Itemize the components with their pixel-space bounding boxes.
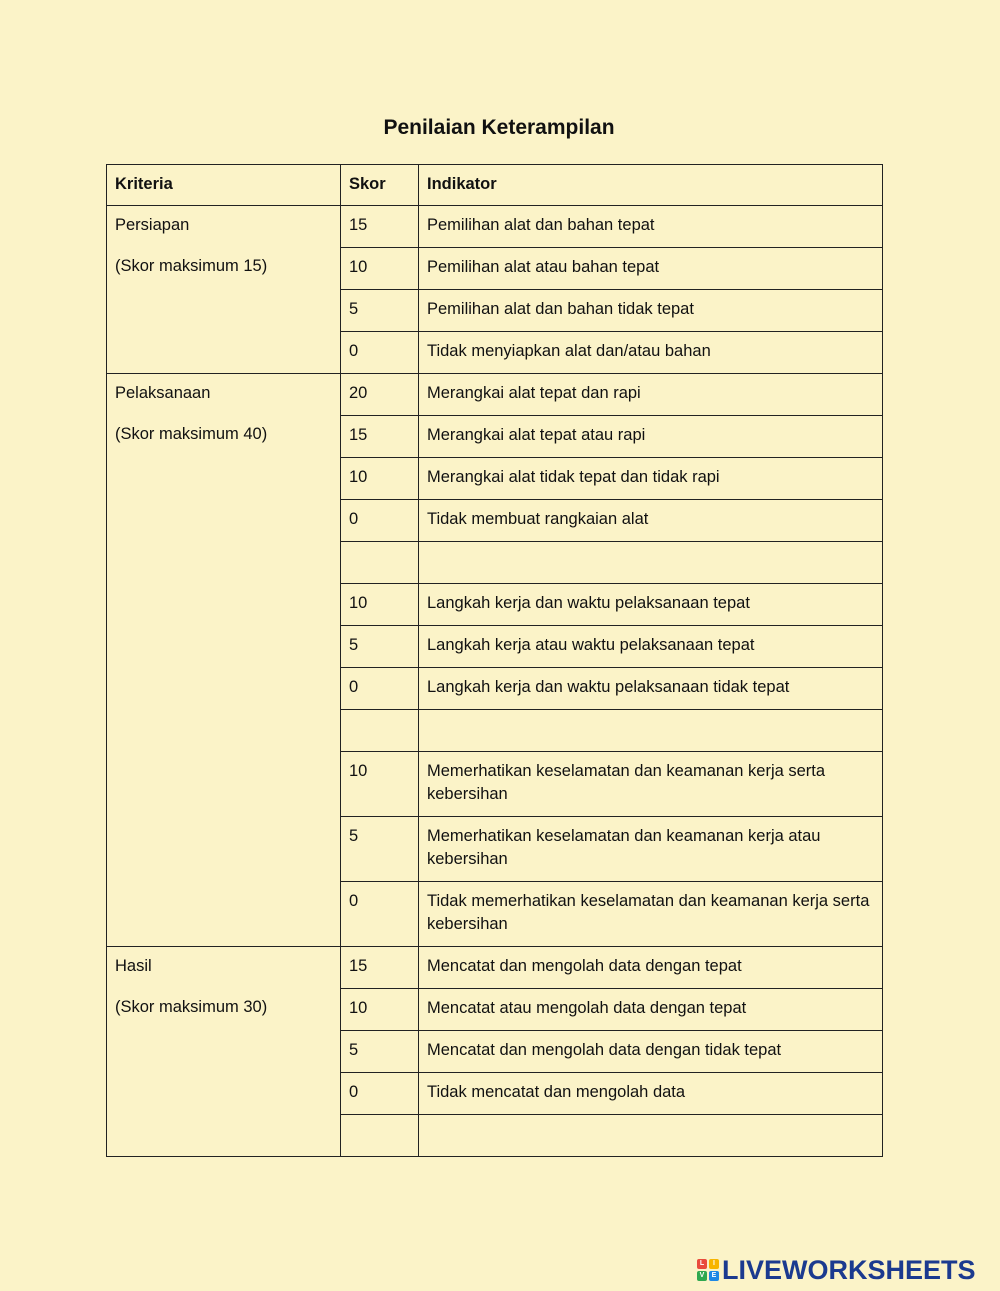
indicator-cell: Memerhatikan keselamatan dan keamanan kerja atau kebersihan (419, 817, 883, 882)
indicator-cell: Mencatat dan mengolah data dengan tepat (419, 947, 883, 989)
indicator-cell (419, 542, 883, 584)
logo-letter: E (709, 1271, 719, 1281)
indicator-cell: Memerhatikan keselamatan dan keamanan kerja serta kebersihan (419, 752, 883, 817)
score-cell: 15 (341, 206, 419, 248)
score-cell: 0 (341, 332, 419, 374)
score-cell: 10 (341, 584, 419, 626)
criteria-cell-pelaksanaan (107, 374, 341, 947)
score-cell: 5 (341, 626, 419, 668)
logo-letter: V (697, 1271, 707, 1281)
score-cell: 10 (341, 989, 419, 1031)
criteria-name: Hasil (115, 957, 152, 975)
logo-blocks-icon (697, 1259, 719, 1281)
score-cell: 0 (341, 500, 419, 542)
score-cell: 5 (341, 817, 419, 882)
indicator-cell: Tidak menyiapkan alat dan/atau bahan (419, 332, 883, 374)
score-cell: 5 (341, 1031, 419, 1073)
page-title: Penilaian Keterampilan (383, 116, 615, 139)
criteria-cell-persiapan (107, 206, 341, 374)
score-cell: 15 (341, 947, 419, 989)
indicator-cell: Tidak membuat rangkaian alat (419, 500, 883, 542)
header-skor: Skor (341, 165, 419, 206)
indicator-cell (419, 1115, 883, 1157)
indicator-cell: Pemilihan alat dan bahan tepat (419, 206, 883, 248)
table-row (107, 947, 883, 989)
indicator-cell: Pemilihan alat atau bahan tepat (419, 248, 883, 290)
logo-text: LIVEWORKSHEETS (722, 1254, 976, 1285)
indicator-cell: Langkah kerja dan waktu pelaksanaan tidak tepat (419, 668, 883, 710)
criteria-name: Pelaksanaan (115, 384, 211, 402)
score-cell: 10 (341, 458, 419, 500)
indicator-cell: Tidak memerhatikan keselamatan dan keamanan kerja serta kebersihan (419, 882, 883, 947)
score-cell (341, 710, 419, 752)
score-cell: 10 (341, 752, 419, 817)
liveworksheets-logo[interactable] (697, 1256, 976, 1284)
header-kriteria: Kriteria (107, 165, 341, 206)
indicator-cell: Mencatat atau mengolah data dengan tepat (419, 989, 883, 1031)
indicator-cell: Merangkai alat tidak tepat dan tidak rapi (419, 458, 883, 500)
table-row (107, 374, 883, 416)
header-indikator: Indikator (419, 165, 883, 206)
indicator-cell: Tidak mencatat dan mengolah data (419, 1073, 883, 1115)
indicator-cell: Langkah kerja dan waktu pelaksanaan tepat (419, 584, 883, 626)
indicator-cell: Merangkai alat tepat atau rapi (419, 416, 883, 458)
criteria-cell-hasil (107, 947, 341, 1157)
criteria-max-score: (Skor maksimum 40) (115, 425, 268, 443)
indicator-cell: Mencatat dan mengolah data dengan tidak tepat (419, 1031, 883, 1073)
criteria-name: Persiapan (115, 216, 190, 234)
indicator-cell: Merangkai alat tepat dan rapi (419, 374, 883, 416)
indicator-cell: Pemilihan alat dan bahan tidak tepat (419, 290, 883, 332)
score-cell: 10 (341, 248, 419, 290)
score-cell: 20 (341, 374, 419, 416)
criteria-max-score: (Skor maksimum 15) (115, 257, 268, 275)
logo-letter: I (709, 1259, 719, 1269)
table-header-row (107, 165, 883, 206)
score-cell: 0 (341, 668, 419, 710)
rubric-table (106, 164, 883, 1157)
indicator-cell: Langkah kerja atau waktu pelaksanaan tepat (419, 626, 883, 668)
score-cell: 0 (341, 1073, 419, 1115)
score-cell: 5 (341, 290, 419, 332)
score-cell (341, 1115, 419, 1157)
score-cell: 15 (341, 416, 419, 458)
score-cell (341, 542, 419, 584)
criteria-max-score: (Skor maksimum 30) (115, 998, 268, 1016)
table-row (107, 206, 883, 248)
score-cell: 0 (341, 882, 419, 947)
logo-letter: L (697, 1259, 707, 1269)
indicator-cell (419, 710, 883, 752)
